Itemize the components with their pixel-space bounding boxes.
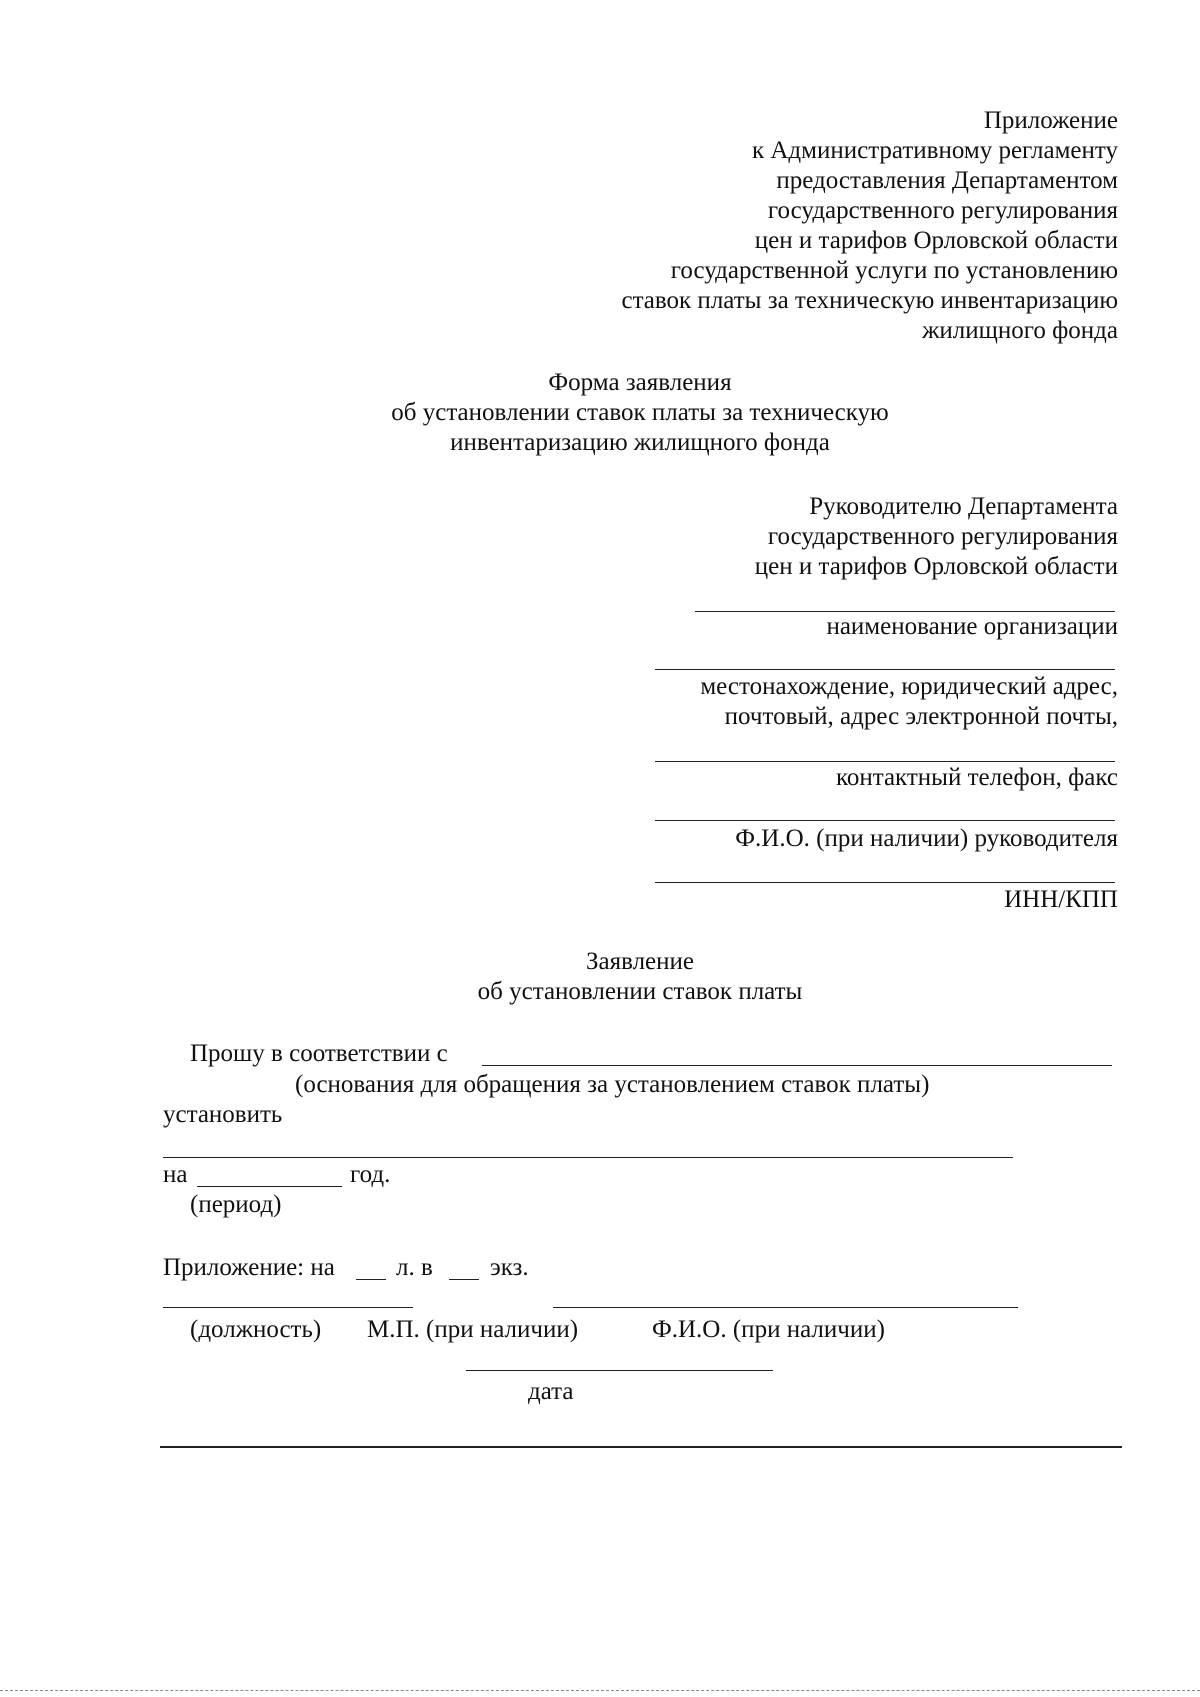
date-hint: дата: [528, 1378, 574, 1405]
statement-title: [340, 947, 940, 1007]
form-title-line: об установлении ставок платы за техническую: [391, 399, 889, 426]
phone-caption: контактный телефон, факс: [835, 764, 1118, 791]
form-title: [340, 368, 940, 458]
phone-label: [836, 763, 1118, 793]
head-name-line[interactable]: [655, 820, 1115, 821]
appendix-line: государственного регулирования: [767, 197, 1118, 224]
appendix-line: к Административному регламенту: [751, 137, 1118, 164]
on-word: на: [163, 1161, 188, 1188]
inn-line[interactable]: [655, 882, 1115, 883]
closing-rule: [160, 1446, 1122, 1448]
request-prefix: Прошу в соответствии с: [190, 1040, 448, 1067]
org-name-label: [826, 612, 1118, 642]
statement-subtitle-line: об установлении ставок платы: [477, 978, 803, 1005]
addressee-line: Руководителю Департамента: [809, 493, 1118, 520]
attachment-middle: л. в: [396, 1254, 433, 1281]
date-input-line[interactable]: [466, 1370, 773, 1371]
address-line[interactable]: [655, 669, 1115, 670]
form-title-line: инвентаризацию жилищного фонда: [450, 429, 830, 456]
address-label: [700, 672, 1118, 732]
address-caption-2: почтовый, адрес электронной почты,: [724, 703, 1118, 730]
period-input-line[interactable]: [197, 1186, 342, 1187]
form-title-line: Форма заявления: [548, 369, 732, 396]
copies-input-line[interactable]: [449, 1279, 479, 1280]
rate-input-line[interactable]: [163, 1157, 1013, 1158]
basis-input-line[interactable]: [482, 1065, 1112, 1066]
year-word: год.: [350, 1161, 391, 1188]
appendix-line: ставок платы за техническую инвентаризацию: [621, 287, 1118, 314]
address-caption-1: местонахождение, юридический адрес,: [700, 673, 1118, 700]
pages-input-line[interactable]: [356, 1279, 386, 1280]
fio-input-line[interactable]: [553, 1307, 1018, 1308]
fio-hint: Ф.И.О. (при наличии): [652, 1316, 885, 1343]
basis-hint: (основания для обращения за установлением ставок платы): [295, 1071, 930, 1098]
phone-line[interactable]: [655, 761, 1115, 762]
inn-label: [1004, 885, 1118, 915]
position-input-line[interactable]: [163, 1307, 413, 1308]
addressee-line: государственного регулирования: [767, 523, 1118, 550]
appendix-header: [621, 106, 1118, 346]
scan-edge-line: [0, 1690, 1200, 1691]
appendix-line: государственной услуги по установлению: [670, 257, 1118, 284]
appendix-line: Приложение: [983, 107, 1118, 134]
statement-title-line: Заявление: [585, 948, 695, 975]
period-hint: (период): [190, 1191, 282, 1218]
addressee-block: [755, 492, 1118, 582]
org-name-caption: наименование организации: [826, 613, 1118, 640]
set-word: установить: [163, 1101, 283, 1128]
position-hint: (должность): [190, 1316, 322, 1343]
appendix-line: цен и тарифов Орловской области: [754, 227, 1118, 254]
addressee-line: цен и тарифов Орловской области: [754, 553, 1118, 580]
head-name-label: [735, 824, 1118, 854]
stamp-hint: М.П. (при наличии): [367, 1316, 579, 1343]
attachment-prefix: Приложение: на: [163, 1254, 335, 1281]
appendix-line: жилищного фонда: [922, 317, 1118, 344]
head-name-caption: Ф.И.О. (при наличии) руководителя: [735, 825, 1118, 852]
attachment-suffix: экз.: [490, 1254, 529, 1281]
appendix-line: предоставления Департаментом: [776, 167, 1118, 194]
inn-caption: ИНН/КПП: [1004, 886, 1118, 913]
